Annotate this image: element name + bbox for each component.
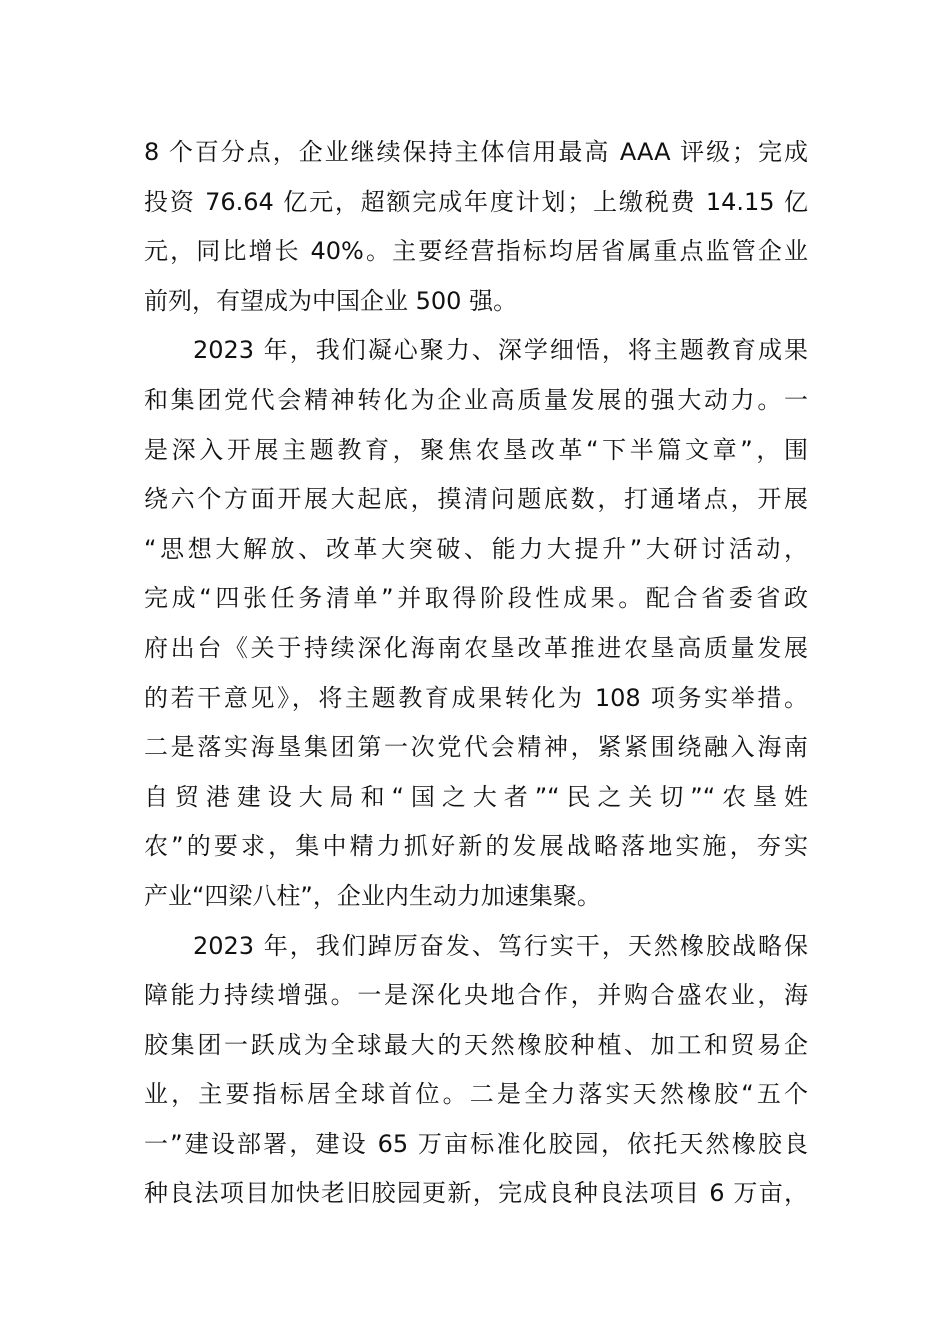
text-line: 二是落实海垦集团第一次党代会精神，紧紧围绕融入海南 — [144, 733, 808, 762]
text-line: “思想大解放、改革大突破、能力大提升”大研讨活动， — [144, 534, 808, 563]
text-line: 种良法项目加快老旧胶园更新，完成良种良法项目 6 万亩， — [144, 1179, 808, 1208]
text-line: 和集团党代会精神转化为企业高质量发展的强大动力。一 — [144, 385, 808, 414]
text-line: 业，主要指标居全球首位。二是全力落实天然橡胶“五个 — [144, 1080, 808, 1109]
text-line: 8 个百分点，企业继续保持主体信用最高 AAA 评级；完成 — [144, 138, 808, 166]
text-line: 产业“四梁八柱”，企业内生动力加速集聚。 — [144, 881, 601, 910]
text-line: 元，同比增长 40%。主要经营指标均居省属重点监管企业 — [144, 237, 808, 266]
paragraph-first-line: 2023 年，我们踔厉奋发、笃行实干，天然橡胶战略保 — [193, 931, 808, 960]
text-line: 的若干意见》，将主题教育成果转化为 108 项务实举措。 — [144, 683, 808, 712]
text-line: 投资 76.64 亿元，超额完成年度计划；上缴税费 14.15 亿 — [144, 187, 808, 216]
text-line: 自贸港建设大局和“国之大者”“民之关切”“农垦姓 — [144, 782, 808, 811]
text-line: 障能力持续增强。一是深化央地合作，并购合盛农业，海 — [144, 981, 808, 1010]
text-line: 胶集团一跃成为全球最大的天然橡胶种植、加工和贸易企 — [144, 1030, 808, 1059]
body-text — [144, 128, 808, 1219]
text-line: 一”建设部署，建设 65 万亩标准化胶园，依托天然橡胶良 — [144, 1129, 808, 1158]
text-line: 府出台《关于持续深化海南农垦改革推进农垦高质量发展 — [144, 633, 808, 662]
text-line: 完成“四张任务清单”并取得阶段性成果。配合省委省政 — [144, 584, 808, 613]
text-line: 前列，有望成为中国企业 500 强。 — [144, 286, 518, 315]
text-line: 是深入开展主题教育，聚焦农垦改革“下半篇文章”，围 — [144, 435, 808, 464]
paragraph-first-line: 2023 年，我们凝心聚力、深学细悟，将主题教育成果 — [193, 336, 808, 365]
text-line: 绕六个方面开展大起底，摸清问题底数，打通堵点，开展 — [144, 485, 808, 514]
text-line: 农”的要求，集中精力抓好新的发展战略落地实施，夯实 — [144, 832, 808, 861]
